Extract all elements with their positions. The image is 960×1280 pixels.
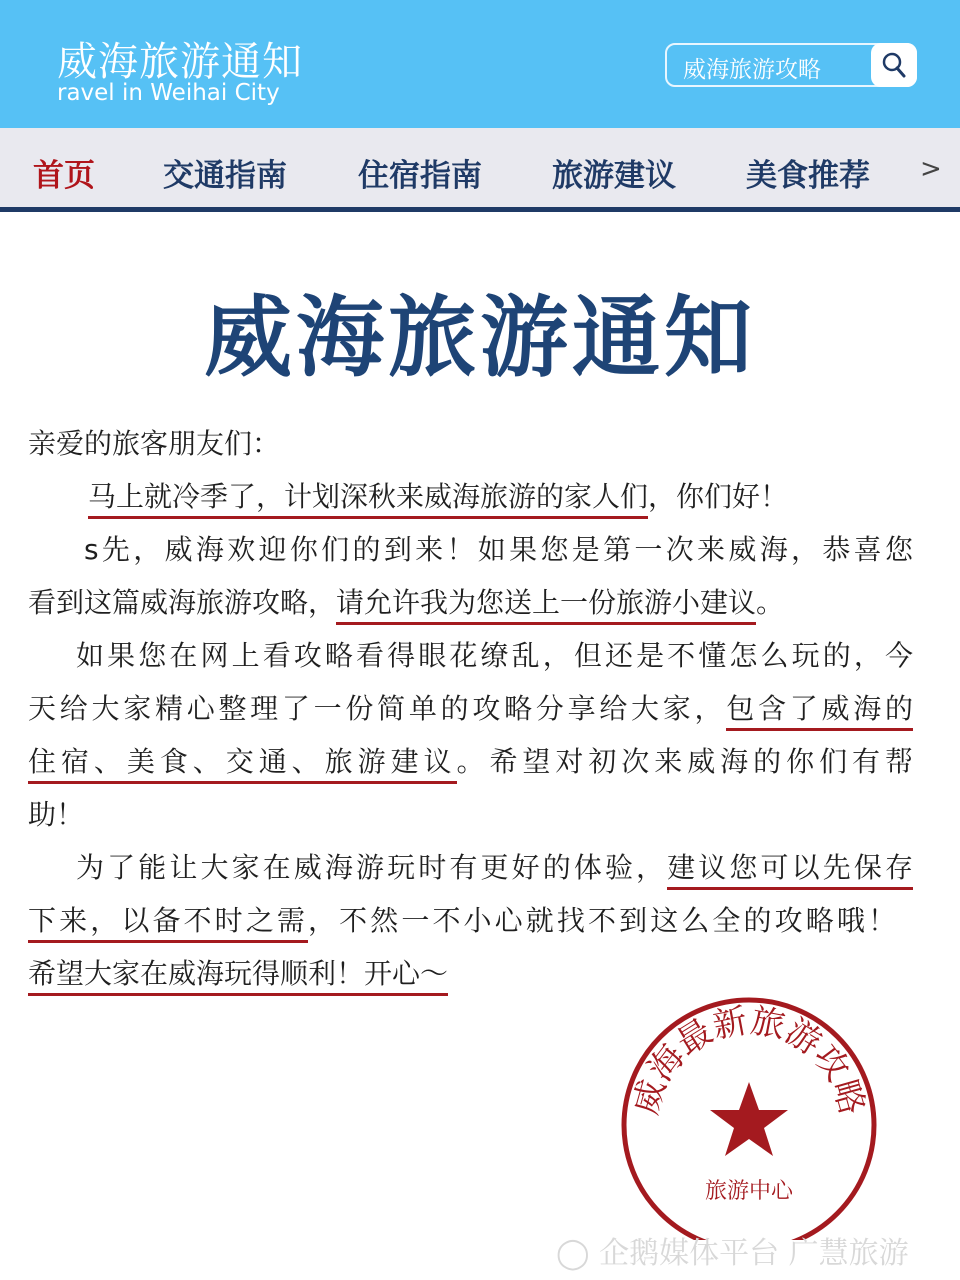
text-line: s先，威海欢迎你们的到来！如果您是第一次来威海，恭喜您 xyxy=(84,533,913,566)
stamp-center-text: 旅游中心 xyxy=(704,1179,794,1204)
text-line xyxy=(28,899,896,939)
nav-home[interactable]: 首页 xyxy=(33,158,95,194)
star-icon xyxy=(710,1082,788,1156)
watermark xyxy=(556,1228,909,1272)
text: 天给大家精心整理了一份简单的攻略分享给大家， xyxy=(28,692,727,725)
search-box[interactable] xyxy=(665,43,917,87)
nav-food[interactable]: 美食推荐 xyxy=(746,158,870,194)
highlight: 马上就冷季了，计划深秋来威海旅游的家人们 xyxy=(88,480,648,519)
text: 看到这篇威海旅游攻略， xyxy=(28,586,337,619)
header xyxy=(0,0,960,128)
text: ，你们好！ xyxy=(648,480,789,513)
highlight: 请允许我为您送上一份旅游小建议 xyxy=(336,586,756,625)
nav-bar xyxy=(0,128,960,212)
text: 。 xyxy=(756,586,785,619)
greeting: 亲爱的旅客朋友们： xyxy=(28,427,281,460)
penguin-icon: ◯ xyxy=(556,1236,600,1271)
text-line xyxy=(88,475,960,515)
text-line xyxy=(76,846,913,886)
nav-transport[interactable]: 交通指南 xyxy=(163,158,287,194)
search-input[interactable]: 威海旅游攻略 xyxy=(683,57,821,83)
site-subtitle: ravel in Weihai City xyxy=(57,80,280,106)
search-icon xyxy=(881,51,907,79)
highlight: 住宿、美食、交通、旅游建议 xyxy=(28,745,457,784)
nav-lodging[interactable]: 住宿指南 xyxy=(358,158,482,194)
highlight: 希望大家在威海玩得顺利！开心～ xyxy=(28,957,448,996)
text-line xyxy=(28,740,913,780)
site-title[interactable]: 威海旅游通知 xyxy=(57,39,303,85)
nav-more-chevron-icon[interactable]: > xyxy=(920,154,942,184)
text-line xyxy=(28,581,913,621)
text: 。希望对初次来威海的你们有帮 xyxy=(456,745,913,778)
highlight: 建议您可以先保存 xyxy=(667,851,913,890)
text-line: 助！ xyxy=(28,798,85,831)
stamp xyxy=(612,990,882,1244)
stamp-arc-text: 威海最新旅游攻略 xyxy=(625,1000,873,1119)
text-line: 如果您在网上看攻略看得眼花缭乱，但还是不懂怎么玩的，今 xyxy=(76,639,913,672)
highlight: 包含了威海的 xyxy=(726,692,913,731)
search-button[interactable] xyxy=(871,43,917,87)
text-line xyxy=(28,952,913,992)
text-line xyxy=(28,687,913,727)
text: 为了能让大家在威海游玩时有更好的体验， xyxy=(76,851,668,884)
highlight: 下来，以备不时之需 xyxy=(28,904,308,943)
nav-travel-tips[interactable]: 旅游建议 xyxy=(552,158,676,194)
page-title: 威海旅游通知 xyxy=(203,286,756,389)
watermark-text: 企鹅媒体平台 广慧旅游 xyxy=(599,1236,909,1271)
text: ，不然一不小心就找不到这么全的攻略哦！ xyxy=(308,904,896,937)
